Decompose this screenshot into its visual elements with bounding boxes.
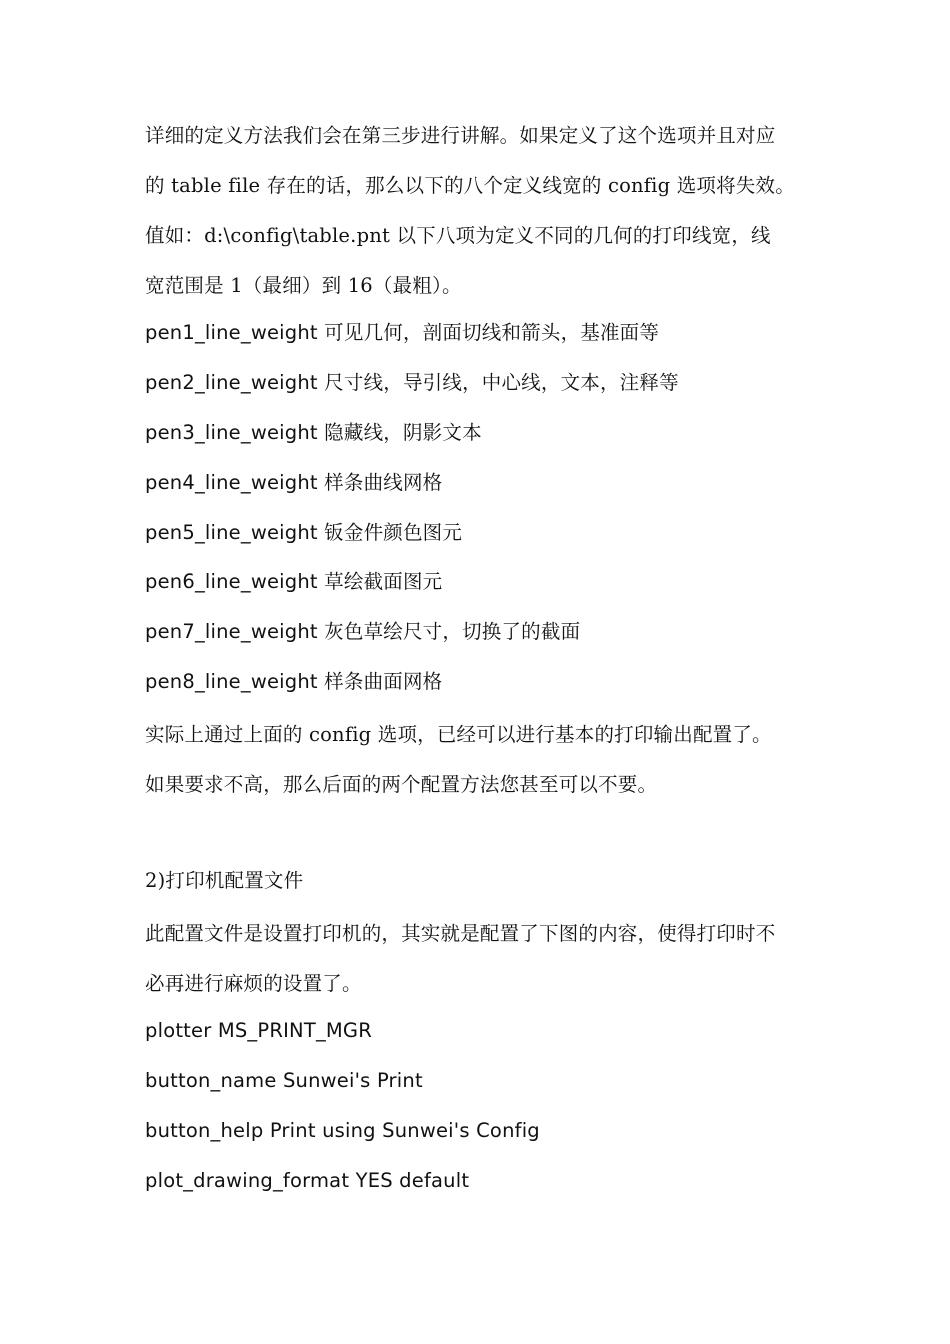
pen-item-desc: 钣金件颜色图元 — [317, 521, 463, 544]
pen-item-desc: 隐藏线，阴影文本 — [317, 421, 482, 444]
pen-item-desc: 可见几何，剖面切线和箭头，基准面等 — [317, 321, 660, 344]
pen-item-desc: 样条曲线网格 — [317, 471, 443, 494]
summary-line-1: 实际上通过上面的 config 选项，已经可以进行基本的打印输出配置了。 — [145, 723, 772, 746]
pen-item-name: pen2_line_weight — [145, 371, 318, 394]
pen-item-desc: 尺寸线，导引线，中心线，文本，注释等 — [317, 371, 679, 394]
intro-line-3: 值如：d:\config\table.pnt 以下八项为定义不同的几何的打印线宽，线 — [145, 224, 771, 247]
intro-line-4: 宽范围是 1（最细）到 16（最粗）。 — [145, 274, 462, 297]
summary-line-2: 如果要求不高，那么后面的两个配置方法您甚至可以不要。 — [145, 773, 658, 796]
pen-item-name: pen4_line_weight — [145, 471, 318, 494]
section-line-1: 此配置文件是设置打印机的，其实就是配置了下图的内容，使得打印时不 — [145, 922, 776, 945]
pen-item-5 — [145, 521, 462, 545]
pen-item-name: pen6_line_weight — [145, 570, 318, 593]
config-line-plot-format: plot_drawing_format YES default — [145, 1169, 470, 1192]
pen-item-8 — [145, 670, 442, 694]
pen-item-name: pen3_line_weight — [145, 421, 318, 444]
pen-item-7 — [145, 620, 580, 644]
pen-item-name: pen5_line_weight — [145, 521, 318, 544]
section-line-2: 必再进行麻烦的设置了。 — [145, 972, 362, 995]
pen-item-name: pen7_line_weight — [145, 620, 318, 643]
intro-line-1: 详细的定义方法我们会在第三步进行讲解。如果定义了这个选项并且对应 — [145, 124, 776, 147]
config-line-button-help: button_help Print using Sunwei's Config — [145, 1119, 540, 1142]
pen-item-desc: 草绘截面图元 — [317, 570, 443, 593]
pen-item-name: pen1_line_weight — [145, 321, 318, 344]
pen-item-1 — [145, 321, 659, 345]
pen-item-6 — [145, 570, 442, 594]
pen-item-4 — [145, 471, 442, 495]
pen-item-2 — [145, 371, 679, 395]
pen-item-name: pen8_line_weight — [145, 670, 318, 693]
intro-line-2: 的 table file 存在的话，那么以下的八个定义线宽的 config 选项将失效。 — [145, 174, 795, 197]
pen-item-desc: 样条曲面网格 — [317, 670, 443, 693]
section-heading: 2)打印机配置文件 — [145, 869, 304, 892]
config-line-button-name: button_name Sunwei's Print — [145, 1069, 423, 1092]
pen-item-desc: 灰色草绘尺寸，切换了的截面 — [317, 620, 581, 643]
pen-item-3 — [145, 421, 482, 445]
config-line-plotter: plotter MS_PRINT_MGR — [145, 1019, 372, 1042]
